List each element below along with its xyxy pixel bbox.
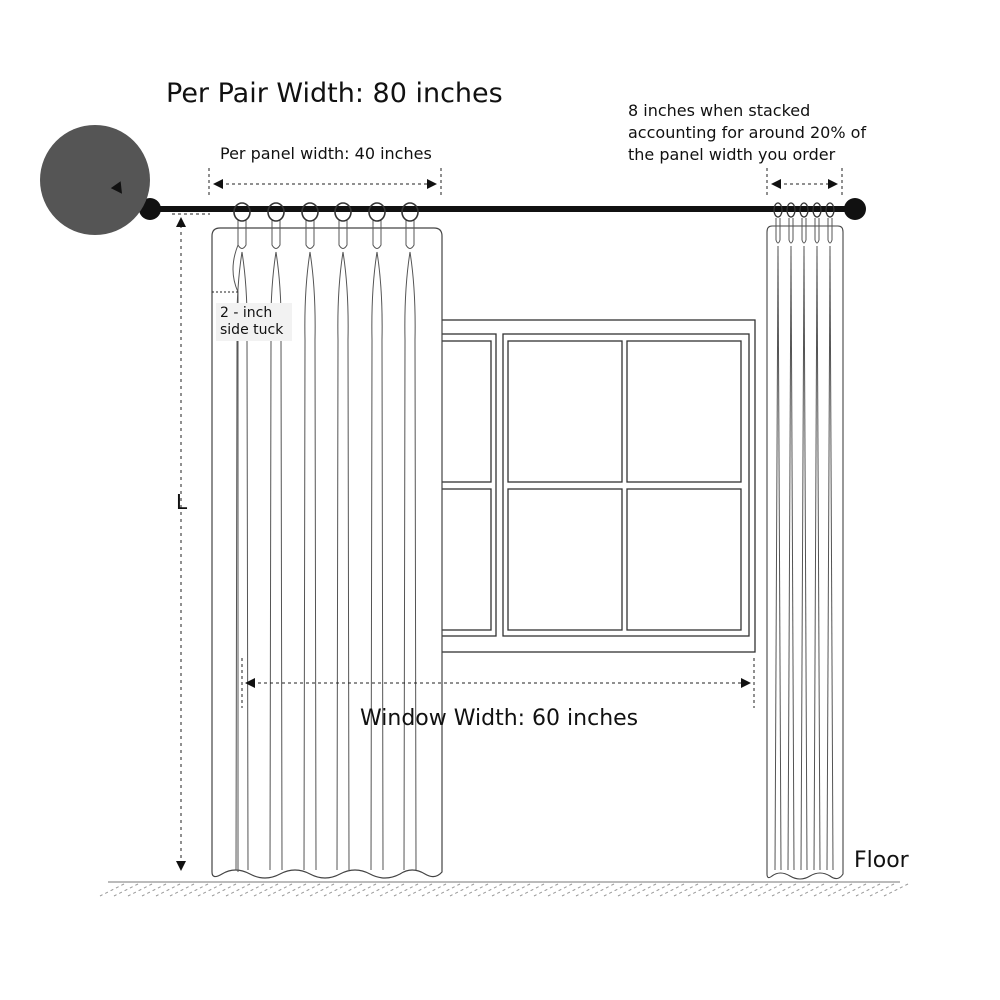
curtain-panel-stacked — [767, 218, 843, 879]
pair-width-title: Per Pair Width: 80 inches — [166, 78, 503, 109]
circle-finial-icon — [844, 198, 866, 220]
length-label: L — [176, 490, 188, 514]
length-dimension — [172, 214, 210, 870]
floor-label: Floor — [854, 848, 909, 873]
window-width-label: Window Width: 60 inches — [360, 706, 639, 731]
curtain-rod — [139, 198, 866, 221]
panel-width-dimension — [209, 168, 441, 196]
panel-width-label: Per panel width: 40 inches — [220, 144, 432, 163]
play-circle-icon[interactable] — [40, 125, 150, 235]
side-tuck-label: 2 - inch side tuck — [216, 303, 292, 341]
window — [430, 320, 755, 652]
stacked-width-dimension — [767, 168, 842, 198]
stacked-width-label: 8 inches when stacked accounting for around 20% of the panel width you order — [628, 101, 867, 164]
floor-line — [100, 882, 908, 896]
